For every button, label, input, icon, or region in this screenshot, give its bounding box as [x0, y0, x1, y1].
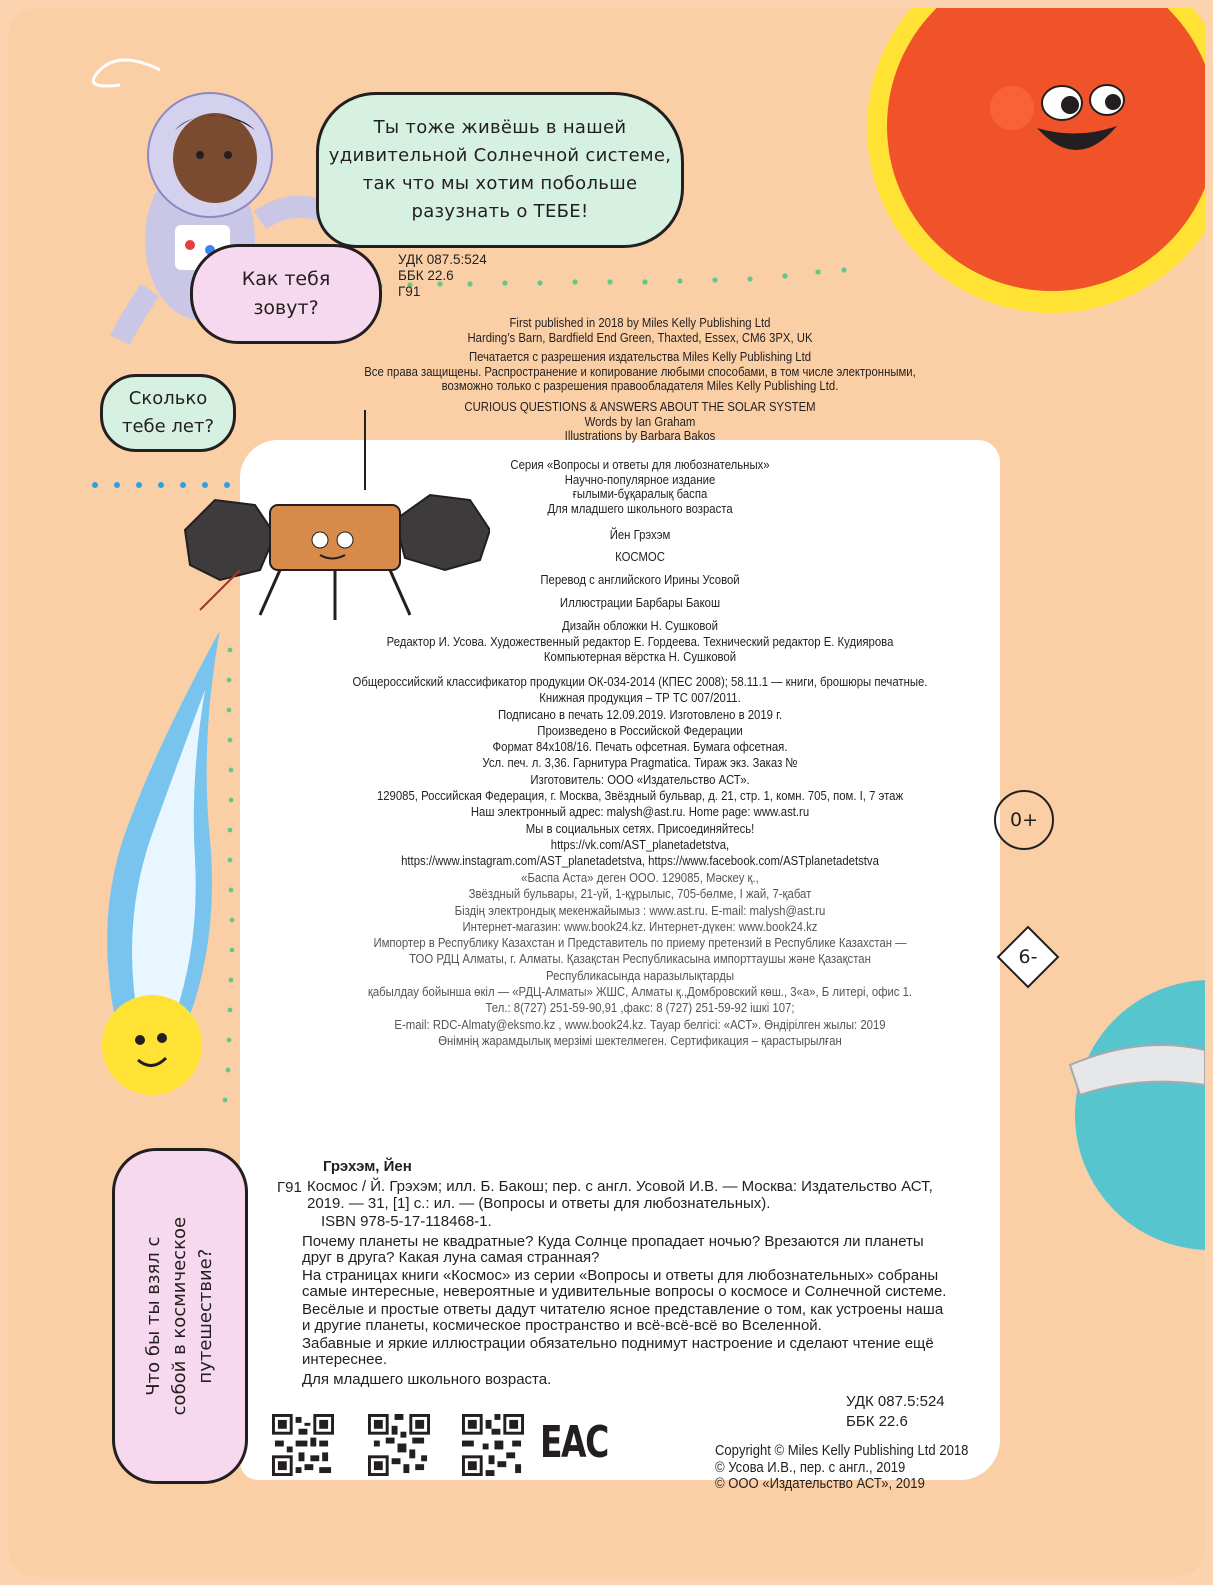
- production-block: [330, 674, 949, 870]
- kazakhstan-block: [330, 870, 949, 1049]
- annotation-line: самые интересные, невероятные и удивительные вопросы о космосе и Солнечной системе.: [302, 1282, 947, 1300]
- imprint-line: First published in 2018 by Miles Kelly Publishing Ltd: [509, 315, 771, 330]
- speech-line: зовут?: [253, 297, 319, 319]
- original-edition-block: [330, 400, 949, 444]
- imprint-line: Серия «Вопросы и ответы для любознательных»: [510, 457, 770, 472]
- astronaut-face: [173, 113, 257, 203]
- eac-mark-label: EAC: [540, 1417, 608, 1468]
- speech-line: разузнать о ТЕБЕ!: [411, 200, 589, 222]
- imprint-line: Интернет-магазин: www.book24.kz. Интернет-дүкен: www.book24.kz: [462, 918, 818, 934]
- top-classification-codes: [398, 252, 487, 300]
- imprint-line: Формат 84x108/16. Печать офсетная. Бумага офсетная.: [492, 739, 788, 755]
- annotation-line: друг в друга? Какая луна самая странная?: [302, 1248, 600, 1266]
- cover-design-credit: Дизайн обложки Н. Сушковой: [562, 618, 718, 633]
- imprint-line: Подписано в печать 12.09.2019. Изготовлено в 2019 г.: [497, 706, 783, 722]
- imprint-line: Произведено в Российской Федерации: [537, 722, 743, 738]
- bbk-code: ББК 22.6: [846, 1413, 908, 1430]
- speech-line: путешествие?: [195, 1248, 217, 1384]
- comet-head: [102, 995, 202, 1095]
- author-mark: Г91: [398, 284, 421, 299]
- book-title: КОСМОС: [615, 549, 665, 564]
- age-mark-label: 0+: [1009, 809, 1038, 831]
- qr-code-2: [368, 1414, 430, 1476]
- bbk-code: ББК 22.6: [398, 268, 454, 283]
- left-solar-panel: [185, 500, 275, 580]
- qr-code-1: [272, 1414, 334, 1476]
- age-question-bubble: [100, 374, 236, 452]
- imprint-line: Біздің электрондық мекенжайымыз : www.ast.ru. E-mail: malysh@ast.ru: [454, 902, 826, 918]
- editors-block: [330, 635, 949, 664]
- space-trip-question-bubble: [112, 1148, 248, 1484]
- speech-line: так что мы хотим побольше: [362, 173, 638, 194]
- qr-code-3: [462, 1414, 524, 1476]
- imprint-line: CURIOUS QUESTIONS & ANSWERS ABOUT THE SOLAR SYSTEM: [464, 399, 816, 414]
- eac-mark: [540, 1418, 608, 1468]
- imprint-line: возможно только с разрешения правообладателя Miles Kelly Publishing Ltd.: [441, 378, 839, 394]
- speech-line: Ты тоже живёшь в нашей: [373, 117, 627, 139]
- age-mark-diamond: [996, 925, 1060, 989]
- catalog-line: Космос / Й. Грэхэм; илл. Б. Бакош; пер. с англ. Усовой И.В. — Москва: Издательство АСТ,: [307, 1178, 933, 1195]
- imprint-line: Өнімнің жарамдылық мерзімі шектелмеген. Сертификация – қарастырылған: [438, 1032, 842, 1048]
- catalog-code: Г91: [277, 1179, 302, 1196]
- age-mark-label: 6-: [1018, 946, 1038, 968]
- annotation-line: Почему планеты не квадратные? Куда Солнце пропадает ночью? Врезаются ли планеты: [302, 1233, 924, 1250]
- author-name: Йен Грэхэм: [609, 527, 671, 542]
- speech-line: удивительной Солнечной системе,: [328, 145, 672, 167]
- sun-illustration: [832, 8, 1205, 318]
- rights-block: [330, 350, 949, 394]
- comet-illustration: [90, 620, 240, 1120]
- first-published-block: [330, 316, 949, 345]
- series-block: [330, 458, 949, 516]
- imprint-line: Республикасында наразылықтарды: [546, 967, 734, 983]
- speech-line: Как тебя: [241, 267, 331, 290]
- imprint-line: Harding’s Barn, Bardfield End Green, Thaxted, Essex, CM6 3PX, UK: [467, 329, 813, 345]
- imprint-line: Научно-популярное издание: [564, 471, 716, 487]
- planet-illustration: [1060, 955, 1205, 1285]
- imprint-line: ғылыми-бұқаралық баспа: [572, 486, 708, 502]
- annotation-line: Весёлые и простые ответы дадут читателю ясное представление о том, как устроены наша: [302, 1301, 944, 1318]
- imprint-line: Изготовитель: ООО «Издательство АСТ».: [530, 771, 750, 787]
- copyright-line: © Усова И.В., пер. с англ., 2019: [715, 1459, 906, 1476]
- copyright-block: [715, 1443, 968, 1493]
- annotation-line: интереснее.: [302, 1350, 388, 1368]
- imprint-line: Мы в социальных сетях. Присоединяйтесь!: [525, 820, 755, 836]
- imprint-line: Звёздный бульвары, 21-үй, 1-құрылыс, 705-бөлме, I жай, 7-қабат: [468, 886, 812, 902]
- imprint-line: Импортер в Республику Казахстан и Представитель по приему претензий в Республике Казахстан —: [373, 935, 907, 951]
- speech-line: собой в космическое: [168, 1216, 190, 1416]
- catalog-heading: Грэхэм, Йен: [323, 1158, 412, 1175]
- annotation-line: и другие планеты, космическое пространство и всё-всё-всё во Вселенной.: [302, 1316, 822, 1334]
- speech-line: тебе лет?: [121, 416, 215, 437]
- annotation-line: Для младшего школьного возраста.: [302, 1371, 552, 1388]
- imprint-line: Общероссийский классификатор продукции ОК-034-2014 (КПЕС 2008); 58.11.1 — книги, брошюры печатные.: [352, 674, 928, 689]
- annotation-line: На страницах книги «Космос» из серии «Вопросы и ответы для любознательных» собраны: [302, 1267, 939, 1284]
- imprint-line: E-mail: RDC-Almaty@eksmo.kz , www.book24.kz. Тауар белгісі: «АСТ». Өндірілген жылы: 2019: [394, 1016, 886, 1032]
- age-mark-circle: [994, 790, 1054, 850]
- speech-line: Что бы ты взял с: [142, 1236, 164, 1396]
- catalog-annotation: [302, 1234, 1027, 1388]
- imprint-line: қабылдау бойынша өкіл — «РДЦ-Алматы» ЖШС, Алматы қ.,Домбровский көш., 3«а», Б литері, офис 1.: [367, 984, 913, 1000]
- catalog-line: 2019. — 31, [1] с.: ил. — (Вопросы и ответы для любознательных).: [307, 1194, 771, 1212]
- imprint-line: Illustrations by Barbara Bakos: [564, 428, 716, 444]
- imprint-line: Компьютерная вёрстка Н. Сушковой: [543, 648, 737, 664]
- isbn: ISBN 978-5-17-118468-1.: [321, 1213, 492, 1230]
- translation-credit: Перевод с английского Ирины Усовой: [540, 572, 740, 587]
- udk-code: УДК 087.5:524: [846, 1393, 945, 1410]
- copyright-line: © ООО «Издательство АСТ», 2019: [715, 1476, 925, 1492]
- imprint-line: Книжная продукция – ТР ТС 007/2011.: [539, 690, 741, 706]
- copyright-line: Copyright © Miles Kelly Publishing Ltd 2018: [715, 1443, 969, 1459]
- imprint-line: https://www.instagram.com/AST_planetadetstva, https://www.facebook.com/ASTplanetadetstva: [401, 853, 879, 869]
- imprint-line: Печатается с разрешения издательства Miles Kelly Publishing Ltd: [468, 349, 812, 364]
- imprint-line: https://vk.com/AST_planetadetstva,: [550, 836, 730, 852]
- imprint-line: Для младшего школьного возраста: [547, 500, 733, 516]
- bottom-classification-codes: [846, 1392, 945, 1432]
- catalog-entry: [307, 1179, 1027, 1231]
- imprint-line: Все права защищены. Распространение и копирование любыми способами, в том числе электронными,: [364, 363, 916, 379]
- imprint-line: Редактор И. Усова. Художественный редактор Е. Гордеева. Технический редактор Е. Кудиярова: [386, 634, 894, 649]
- speech-line: Сколько: [128, 388, 208, 410]
- annotation-line: Забавные и яркие иллюстрации обязательно поднимут настроение и сделают чтение ещё: [302, 1335, 934, 1352]
- illustration-credit: Иллюстрации Барбары Бакош: [559, 595, 721, 610]
- imprint-line: ТОО РДЦ Алматы, г. Алматы. Қазақстан Республикасына импорттаушы және Қазақстан: [409, 951, 871, 967]
- imprint-line: Words by Ian Graham: [584, 413, 696, 429]
- imprint-line: Наш электронный адрес: malysh@ast.ru. Home page: www.ast.ru: [470, 804, 810, 820]
- imprint-line: Тел.: 8(727) 251-59-90,91 ,факс: 8 (727) 251-59-92 ішкі 107;: [485, 1000, 795, 1016]
- udk-code: УДК 087.5:524: [398, 252, 487, 267]
- imprint-line: 129085, Российская Федерация, г. Москва, Звёздный бульвар, д. 21, стр. 1, комн. 705, пом. I, 7 этаж: [376, 788, 904, 804]
- imprint-line: Усл. печ. л. 3,36. Гарнитура Pragmatica. Тираж экз. Заказ №: [482, 755, 798, 771]
- imprint-line: «Баспа Аста» деген ООО. 129085, Мәскеу қ.,: [521, 870, 759, 885]
- astronaut-speech-bubble: [316, 92, 684, 248]
